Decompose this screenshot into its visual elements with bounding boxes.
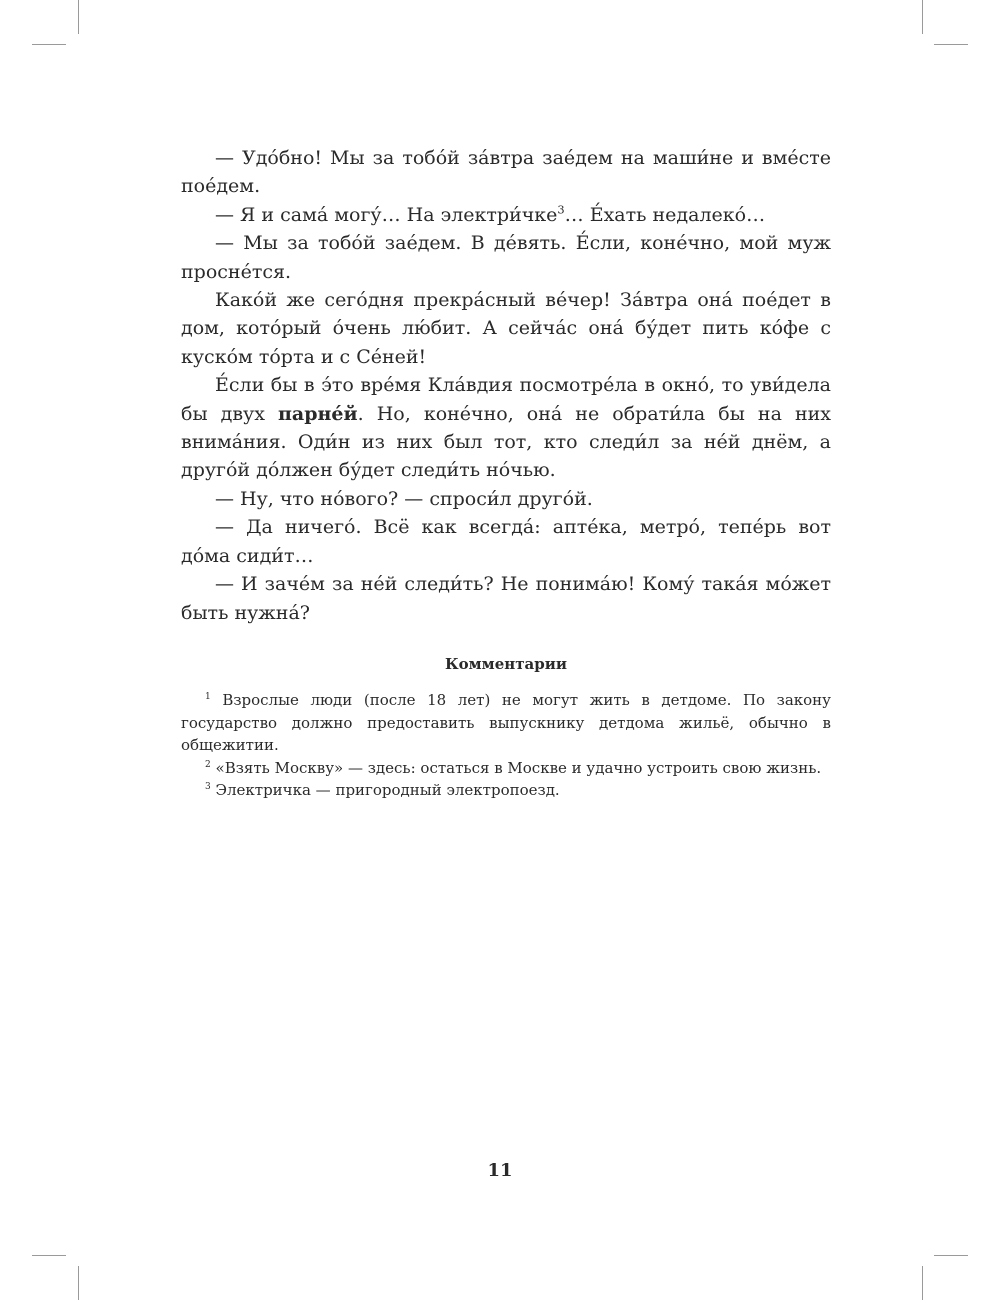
paragraph xyxy=(181,144,831,201)
paragraph-text: — Я и сама́ могу́… На электри́чке xyxy=(215,203,558,226)
footnote xyxy=(181,779,831,802)
paragraph-text: — Мы за тобо́й зае́дем. В де́вять. Е́сли, коне́чно, мой муж просне́тся. xyxy=(181,232,831,283)
crop-mark-top-left-v xyxy=(78,0,79,34)
crop-mark-bottom-left-v xyxy=(78,1266,79,1300)
crop-mark-bottom-right-h xyxy=(934,1255,968,1256)
footnote-number: 1 xyxy=(205,692,211,703)
paragraph xyxy=(181,513,831,570)
footnote xyxy=(181,757,831,780)
paragraph-text: — И заче́м за не́й следи́ть? Не понима́ю! Кому́ така́я мо́жет быть нужна́? xyxy=(181,573,831,624)
crop-mark-bottom-left-h xyxy=(32,1255,66,1256)
comments-title: Комментарии xyxy=(445,654,567,673)
crop-mark-bottom-right-v xyxy=(922,1266,923,1300)
footnote xyxy=(181,689,831,757)
comments-section xyxy=(181,653,831,802)
crop-mark-top-right-h xyxy=(934,44,968,45)
footnote-text: «Взять Москву» — здесь: остаться в Москве и удачно устроить свою жизнь. xyxy=(215,758,822,777)
footnote-text: Взрослые люди (после 18 лет) не могут жить в детдоме. По закону государство должно предоставить выпускнику детдома жильё, обычно в общежитии. xyxy=(181,691,831,755)
paragraph xyxy=(181,286,831,371)
crop-mark-top-right-v xyxy=(922,0,923,34)
footnote-number: 3 xyxy=(205,782,211,793)
paragraph-text: — Удо́бно! Мы за тобо́й за́втра зае́дем на маши́не и вме́сте пое́дем. xyxy=(181,147,831,198)
paragraph-text: … Е́хать недалеко́… xyxy=(564,203,766,226)
page-content xyxy=(181,144,831,802)
paragraph xyxy=(181,201,831,229)
paragraph xyxy=(181,371,831,485)
crop-mark-top-left-h xyxy=(32,44,66,45)
story-text xyxy=(181,144,831,627)
paragraph xyxy=(181,229,831,286)
paragraph-text: — Ну, что но́вого? — спроси́л друго́й. xyxy=(215,487,593,510)
footnote-text: Электричка — пригородный электропоезд. xyxy=(215,781,560,800)
paragraph-text: Е́сли бы в э́то вре́мя Кла́вдия посмотре́ла в окно́, то уви́дела бы двух xyxy=(181,374,831,425)
page-number: 11 xyxy=(487,1160,513,1181)
footnote-number: 2 xyxy=(205,759,211,770)
paragraph-text: Како́й же сего́дня прекра́сный ве́чер! За́втра она́ пое́дет в дом, кото́рый о́чень лю́бит. А сейча́с она́ бу́дет пить ко́фе с куско́м то́рта и с Се́ней! xyxy=(181,289,831,368)
paragraph-text: — Да ничего́. Всё как всегда́: апте́ка, метро́, тепе́рь вот до́ма сиди́т… xyxy=(181,516,831,567)
bold-word: парне́й xyxy=(278,402,358,425)
paragraph xyxy=(181,485,831,513)
footnote-ref: 3 xyxy=(557,202,565,217)
paragraph xyxy=(181,570,831,627)
paragraph-text: . Но, коне́чно, она́ не обрати́ла бы на них внима́ния. Оди́н из них был тот, кто следи́л за не́й днём, а друго́й до́лжен бу́дет следи́ть но́чью. xyxy=(181,402,832,482)
